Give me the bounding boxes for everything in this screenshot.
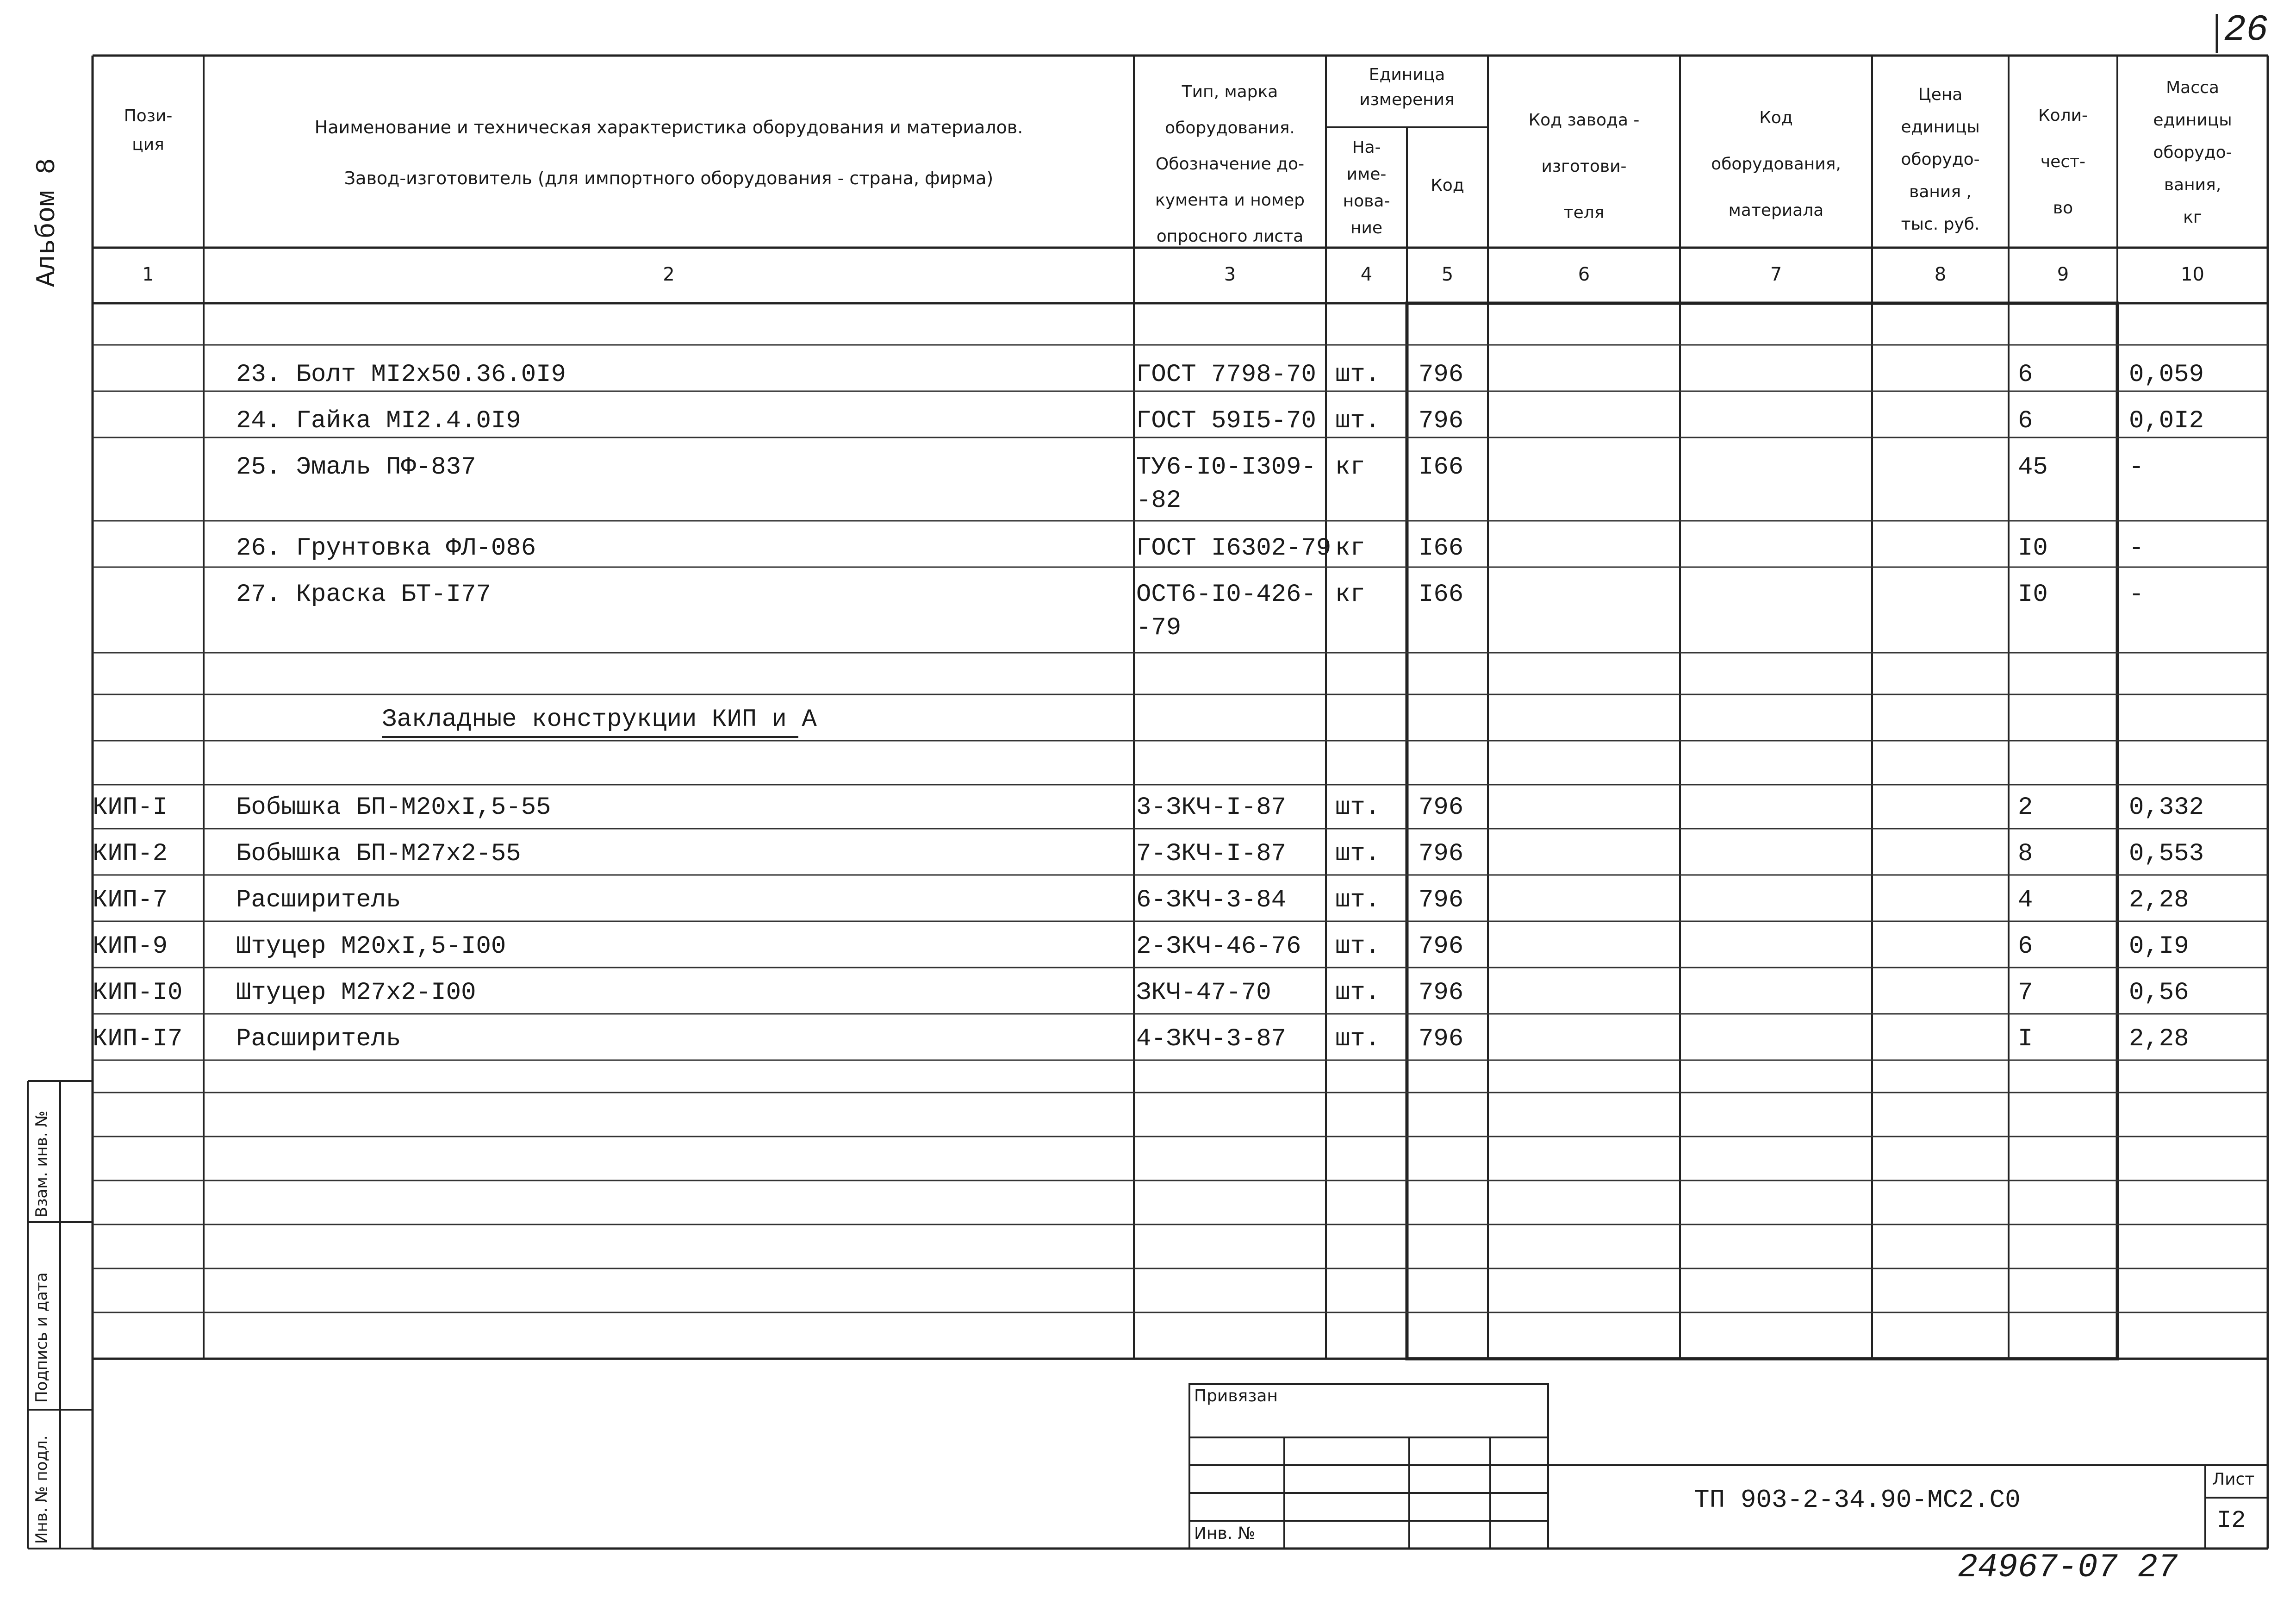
stamp-privyazan: Привязан <box>1194 1387 1278 1405</box>
header-mass: Масса единицы оборудо- вания, кг <box>2153 78 2232 227</box>
row-qty: 2 <box>2018 793 2033 822</box>
row-mass: 2,28 <box>2129 1025 2189 1053</box>
side-label-podpis: Подпись и дата <box>32 1272 51 1403</box>
row-doc: ГОСТ I6302-79 <box>1136 534 1332 562</box>
row-unit: кг <box>1335 581 1365 609</box>
row-position: КИП-7 <box>93 886 168 914</box>
row-name: 26. Грунтовка ФЛ-086 <box>236 534 536 562</box>
row-doc: 2-ЗКЧ-46-76 <box>1136 932 1301 961</box>
row-qty: 45 <box>2018 453 2048 481</box>
stamp-inv-no: Инв. № <box>1194 1524 1256 1543</box>
row-doc: 6-ЗКЧ-3-84 <box>1136 886 1287 914</box>
row-code: I66 <box>1419 453 1464 481</box>
row-mass: 2,28 <box>2129 886 2189 914</box>
row-position: КИП-2 <box>93 840 168 868</box>
row-unit: кг <box>1335 453 1365 481</box>
row-unit: кг <box>1335 534 1365 562</box>
row-qty: 8 <box>2018 840 2033 868</box>
row-qty: I0 <box>2018 581 2048 609</box>
row-mass: - <box>2129 534 2144 562</box>
col-number: 9 <box>2057 264 2069 285</box>
row-doc: 3-ЗКЧ-I-87 <box>1136 793 1287 822</box>
album-label: Альбом 8 <box>32 158 62 287</box>
row-unit: шт. <box>1335 1025 1381 1053</box>
table-row <box>0 444 2296 515</box>
row-doc: 4-ЗКЧ-3-87 <box>1136 1025 1287 1053</box>
row-unit: шт. <box>1335 886 1381 914</box>
row-code: I66 <box>1419 534 1464 562</box>
row-name: Штуцер М20хI,5-I00 <box>236 932 506 961</box>
row-code: 796 <box>1419 840 1464 868</box>
row-code: 796 <box>1419 1025 1464 1053</box>
row-code: 796 <box>1419 793 1464 822</box>
col-number: 8 <box>1934 264 1947 285</box>
row-mass: 0,553 <box>2129 840 2204 868</box>
col-number: 1 <box>142 264 154 285</box>
row-doc: ЗКЧ-47-70 <box>1136 979 1271 1007</box>
table-row <box>0 970 2296 1016</box>
col-number: 2 <box>663 264 675 285</box>
document-designation: ТП 903-2-34.90-МС2.С0 <box>1694 1485 2021 1515</box>
header-equipment-code: Код оборудования, материала <box>1711 108 1841 220</box>
row-name: Расширитель <box>236 1025 401 1053</box>
row-unit: шт. <box>1335 361 1381 389</box>
row-mass: 0,059 <box>2129 361 2204 389</box>
row-doc: ГОСТ 7798-70 <box>1136 361 1316 389</box>
col-number: 10 <box>2181 264 2204 285</box>
row-qty: 6 <box>2018 361 2033 389</box>
footer-number: 24967-07 27 <box>1958 1549 2178 1587</box>
row-mass: - <box>2129 581 2144 609</box>
header-factory-code: Код завода - изготови- теля <box>1528 111 1640 222</box>
table-row <box>0 924 2296 970</box>
row-doc-continued: -79 <box>1136 614 1182 642</box>
row-code: I66 <box>1419 581 1464 609</box>
row-mass: 0,0I2 <box>2129 407 2204 435</box>
row-name: Расширитель <box>236 886 401 914</box>
col-number: 6 <box>1578 264 1590 285</box>
row-doc-continued: -82 <box>1136 487 1182 515</box>
row-name: 24. Гайка МI2.4.0I9 <box>236 407 521 435</box>
row-qty: 7 <box>2018 979 2033 1007</box>
page-number: 26 <box>2224 9 2269 51</box>
row-doc: ТУ6-I0-I309- <box>1136 453 1316 481</box>
row-position: КИП-9 <box>93 932 168 961</box>
row-name: 23. Болт МI2х50.36.0I9 <box>236 361 566 389</box>
table-row <box>0 398 2296 444</box>
row-qty: 4 <box>2018 886 2033 914</box>
row-mass: 0,332 <box>2129 793 2204 822</box>
row-unit: шт. <box>1335 979 1381 1007</box>
row-position: КИП-I <box>93 793 168 822</box>
row-code: 796 <box>1419 407 1464 435</box>
row-mass: 0,56 <box>2129 979 2189 1007</box>
header-unit-code: Код <box>1431 176 1464 195</box>
row-name: 27. Краска БТ-I77 <box>236 581 491 609</box>
row-code: 796 <box>1419 932 1464 961</box>
table-row <box>0 525 2296 572</box>
section-title: Закладные конструкции КИП и А <box>382 706 817 734</box>
row-position: КИП-I7 <box>93 1025 183 1053</box>
row-mass: 0,I9 <box>2129 932 2189 961</box>
row-code: 796 <box>1419 886 1464 914</box>
header-price: Цена единицы оборудо- вания , тыс. руб. <box>1901 85 1980 234</box>
header-position: Пози- ция <box>124 106 173 154</box>
col-number: 4 <box>1360 264 1373 285</box>
header-quantity: Коли- чест- во <box>2038 106 2088 218</box>
table-row <box>0 1016 2296 1062</box>
row-name: 25. Эмаль ПФ-837 <box>236 453 476 481</box>
row-name: Бобышка БП-М27х2-55 <box>236 840 521 868</box>
row-doc: ОСТ6-I0-426- <box>1136 581 1316 609</box>
table-row <box>0 831 2296 877</box>
col-number: 3 <box>1224 264 1236 285</box>
table-row <box>0 572 2296 642</box>
table-row <box>0 352 2296 398</box>
col-number: 5 <box>1441 264 1454 285</box>
row-code: 796 <box>1419 979 1464 1007</box>
row-unit: шт. <box>1335 932 1381 961</box>
row-qty: 6 <box>2018 407 2033 435</box>
table-row <box>0 877 2296 924</box>
stamp-list-number: I2 <box>2217 1507 2246 1534</box>
table-row <box>0 785 2296 831</box>
header-unit-name: На- име- нова- ние <box>1343 138 1390 237</box>
row-qty: I <box>2018 1025 2033 1053</box>
stamp-list-label: Лист <box>2212 1470 2255 1489</box>
row-unit: шт. <box>1335 840 1381 868</box>
row-qty: I0 <box>2018 534 2048 562</box>
row-name: Штуцер М27х2-I00 <box>236 979 476 1007</box>
row-code: 796 <box>1419 361 1464 389</box>
header-unit: Единица измерения <box>1359 65 1455 109</box>
side-label-vzam: Взам. инв. № <box>32 1111 51 1218</box>
side-label-inv: Инв. № подл. <box>32 1435 51 1544</box>
row-mass: - <box>2129 453 2144 481</box>
row-name: Бобышка БП-М20хI,5-55 <box>236 793 551 822</box>
row-unit: шт. <box>1335 407 1381 435</box>
row-qty: 6 <box>2018 932 2033 961</box>
header-name: Наименование и техническая характеристика оборудования и материалов. Завод-изготовитель (для импортного оборудования - страна, фирма) <box>314 117 1023 188</box>
header-type-doc: Тип, марка оборудования. Обозначение до- кумента и номер опросного листа <box>1155 82 1305 246</box>
row-position: КИП-I0 <box>93 979 183 1007</box>
col-number: 7 <box>1770 264 1782 285</box>
row-doc: ГОСТ 59I5-70 <box>1136 407 1316 435</box>
row-doc: 7-ЗКЧ-I-87 <box>1136 840 1287 868</box>
row-unit: шт. <box>1335 793 1381 822</box>
